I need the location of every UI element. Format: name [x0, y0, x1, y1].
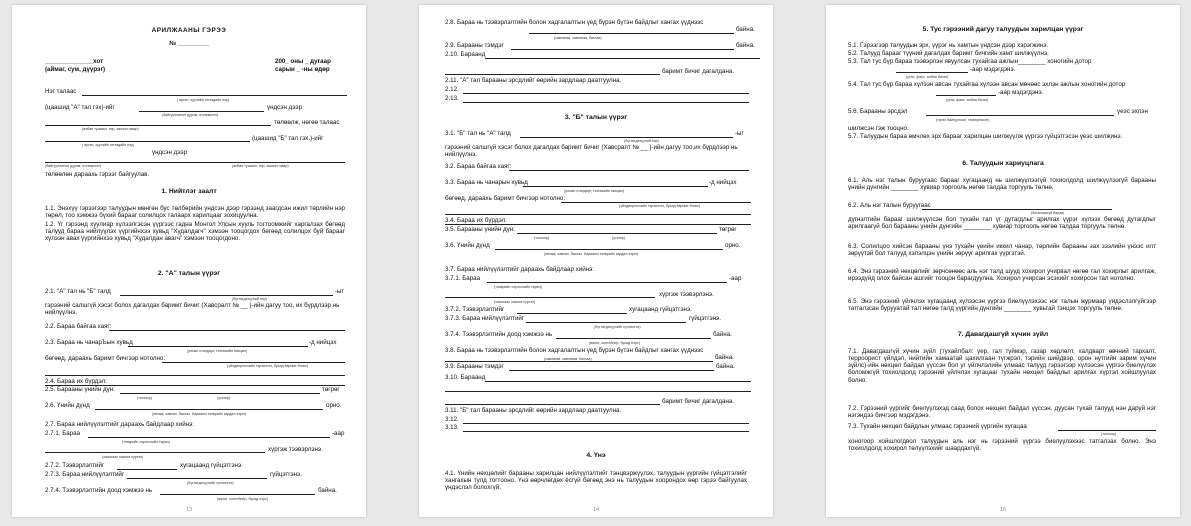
field-hint: (үсгээр)	[217, 396, 230, 400]
paragraph: 6.3. Солилцоо хийсэн барааны үнэ тухайн үеийн иккил чанар, төрлийн барааны зах зээлийн үнээс илт зөрүүтэй бол талууд хэлэлцэн үнийн зөрүүг арилгах үүргэтэй.	[848, 243, 1156, 258]
field-hint: (улсын стандарт, техникийн нөхцөл)	[564, 189, 625, 193]
paragraph: 7.2. Гэрээний үүргийг биелүүлэхэд саад болох нөхцөл байдал үүссэн, дуусан тухай талууд нэн даруй нэг нэгэндээ бичгээр мэдэгдэнэ.	[848, 405, 1156, 420]
document-page-13	[12, 5, 366, 517]
clause-end: төгрөг	[322, 386, 340, 393]
clause-end: -д нийцэх	[709, 179, 737, 186]
page-number: 14	[592, 507, 600, 513]
clause: 2.7.2. Тээвэрлэлтийг	[45, 462, 105, 469]
page-number: 13	[185, 507, 193, 513]
clause-end: гүйцэтгэнэ.	[270, 471, 302, 478]
section-heading: 4. Үнэ	[586, 452, 606, 459]
field-hint: (нөхөж, савлах, баглах, барааны тээврийн зардал зэрэг)	[152, 412, 247, 416]
clause: 3.7.4. Тээвэрлэлтийн доод хэмжээ нь	[445, 331, 553, 338]
party-intro: Нэг талаас	[45, 88, 77, 95]
clause-end: -аар	[332, 430, 345, 437]
clause: 3.9. Барааны тэмдэг	[445, 363, 504, 370]
clause: 3.1. "Б" тал нь "А" талд	[445, 130, 511, 137]
date-field: 200_ оны _ дугаар	[275, 58, 331, 65]
clause: 2.10. Бараанд	[445, 51, 486, 58]
paragraph: 5.7. Талуудын бараа өмчлөх эрх барааг харилцан шилжүүлж үүргээ гүйцэтгэсэн үеэс шилжинэ.	[848, 133, 1123, 140]
paragraph: 6.4. Энэ гэрээний нөхцөлийг зөрчсөнөөс аль нэг талд шууд хохирол учирвал нөгөө тал хохирлыг арилгаж, ирээдүйд олох байсан ашгийг тооцон барагдуулна. Хохирол учирсан эсэхийг хохирсон тал нотолно.	[848, 268, 1156, 283]
clause-end: хугацаанд гүйцэтгэнэ.	[180, 462, 243, 469]
field-hint: (улсын стандарт, техникийн нөхцөл)	[187, 349, 248, 353]
clause-end: байна.	[716, 363, 735, 370]
clause-end: орно.	[326, 402, 342, 409]
party-b-line: (цаашид "Б" тал гэх.)-ийг	[252, 135, 324, 142]
clause: 2.7.3. Бараа нийлүүлэлтийг	[45, 471, 125, 478]
clause: 2.13.	[445, 95, 459, 102]
clause-end: байна.	[736, 42, 755, 49]
paragraph: 4.1. Үнийн нөхцөлийг барааны харилцан нийлүүлэлтийг тэнцвэржүүлэх, талуудын үүргийн гүйцэтгэлийг хангахын тулд тогтооно. Үнэ өөрчлөгдөх ёсгүй бөгөөд энэ нь талуудын хоорондох өөр гэрээ байгуулах үндэслэл болохгүй.	[445, 470, 747, 492]
clause-end: хүргэж тээвэрлэнэ.	[659, 291, 714, 298]
field-hint: (албан тушаал, нэр, ажлын газар)	[232, 164, 289, 168]
contract-number: № _________	[169, 40, 209, 47]
field-hint: (утас, факс, албан бичиг)	[906, 75, 949, 79]
paragraph: 6.5. Энэ гэрээний үйлчлэх хугацаанд хүлээсэн үүргээ биелүүлэхээс нэг талын журмаар үндэслэлгүйгээр татгалзсан бурууатай тал нөгөө талд үүргийн дүнгийн ________ хувьтай тэнцэх торгууль төлнө.	[848, 298, 1156, 313]
clause: 3.7.2. Тээвэрлэлтийг	[445, 306, 505, 313]
field-hint: ( иргэн, хуулийн этгээдийн нэр)	[177, 98, 230, 102]
paragraph: 5.6. Барааны эрсдэл	[848, 108, 908, 115]
clause-end: -аар мэдэгдэнэ.	[998, 89, 1044, 96]
section-heading: 3. "Б" талын үүрэг	[564, 114, 628, 121]
date-sublabel: сарын _ -ны өдөр	[275, 66, 330, 73]
clause-end: гүйцэтгэнэ.	[689, 315, 721, 322]
clause-end: -ыг	[735, 130, 744, 137]
field-hint: (тоогоор)	[1101, 432, 1117, 436]
field-hint: (тоогоор)	[137, 396, 153, 400]
clause: 3.13.	[445, 424, 459, 431]
clause: 2.3. Бараа нь чанарЪын хувьд	[45, 339, 133, 346]
field-hint: (нөхөж, савлах, баглах, барааны тээврийн зардал зэрэг)	[544, 252, 639, 256]
clause: 2.4. Бараа их бүрдэл:	[45, 378, 107, 385]
field-hint: (савлагаа, савлагаа, баглаа)	[554, 36, 602, 40]
paragraph: 6.1. Аль нэг талын буруугаас барааг хугацаанд нь шилжүүлээгүй тохиолдолд шилжүүлээгүй барааны үнийн дүнгийн ________ хувиар торгооль нөгөө талдаа торгууль төлнө.	[848, 177, 1156, 192]
paragraph: 5.3. Тал тус бүр бараа тээвэрлэн явуулсан тухайгаа ажлын________ хоногийн дотор	[848, 58, 1092, 65]
paragraph: 7.1. Давагдашгүй хүчин зүйл (тухайлбал: үер, гал түймэр, газар хөдлөлт, халдварт өвчний тархалт, терроорист үйлдэл, нийтийн хамаатай цахилгаан түгжрэл, тэрийн шийдвэр, орон нутгийн зарим хүчин зүйлс)-ийн нөхцөл байдал үүссэн бол уг үйлчлэлийн улмаас талууд гэрээгээр хүлээсэн үүргээ биелүүлэх боломжгүй тохиолдолд гэрээний үйлчлэх хугацааг тухайн нөхцөл байдлыг арилгах хүртэл хойшлуулах болно.	[848, 348, 1156, 384]
page-number: 15	[999, 507, 1007, 513]
clause-end: -аар мэдэгдэнэ.	[970, 66, 1016, 73]
field-hint: (хаалгаас хаалга хүртэл)	[102, 455, 144, 459]
clause: 2.1. "А" тал нь "Б" талд	[45, 288, 111, 295]
field-hint: ( иргэн, хуулийн этгээдийн нэр)	[82, 143, 135, 147]
field-hint: (утас, факс, албан бичиг)	[946, 98, 989, 102]
paragraph: 1.2. Үг гэрээнд хуулиар хүлээлгэсэн үүргээс гадна Монгол Улсын хууль тогтоомжийг харгалзах бөгөөд талууд бараа нийлүүлэх үүргийнхээ хувьд "Худалдагч" хэмээн тооцогдох бөгөөд солилцох буй барааг хүлээн авах үүргийнхээ хувьд "Худалдан авагч" хэмээн тооцогдоно.	[45, 221, 345, 243]
contract-title: АРИЛЖААНЫ ГЭРЭЭ	[151, 27, 227, 34]
paragraph: дүгнэлтийн барааг шилжүүлсэн бол тухайн тал үг дутагдлыг арилгах үүрэг хүлээх бөгөөд дутагдлыг арилгаагүй бол барааны үнийн дүнгийн ________ хувиар торгооль нөгөө талдаа торгууль төлнө.	[848, 216, 1156, 231]
clause: 3.2. Бараа байгаа хаяг:	[445, 163, 512, 170]
text-line: үндсэн дээр	[152, 149, 188, 156]
field-hint: (бүтээгдэхүүнийг хүлээлгэх)	[594, 325, 641, 329]
field-hint: (бүтээгдэхүүнийг хүлээлгэх)	[187, 481, 234, 485]
field-hint: (байгууллагын дүрэм, итгэмжлэл)	[45, 164, 102, 168]
clause: 3.3. Бараа нь чанарын хувьд	[445, 179, 528, 186]
clause: бөгөөд, дараахь баримт бичгээр нотолно:	[45, 355, 166, 362]
paragraph: хоногоор хойшлогдвол талуудын аль нэг нь гэрээний үүргээ биелүүлэхээс татгалзах болно. Энэ тохиолдолд хохирол төлүүлэхийг шаардахгүй.	[848, 438, 1156, 453]
clause-end: байна.	[318, 487, 337, 494]
field-hint: (бүтээгдэхүүний нэр)	[624, 139, 659, 143]
clause: 2.5. Барааны үнийн дүн:	[45, 386, 115, 393]
field-hint: (тээврийн хэрэгслийн төрөл)	[122, 440, 170, 444]
paragraph: 5.4. Тал тус бүр бараа хүлээн авсан тухайгаа хүлээн авсан мөчөөс эхлэн ажлын хоногийн дотор	[848, 81, 1126, 88]
clause: бөгөөд, дараахь баримт бичгээр нотолно:	[445, 195, 566, 202]
field-hint: (үйлдвэрлэгчийн гэрчилгээ, бусад баримт бичиг)	[619, 204, 701, 208]
field-hint: (вагон, контейнер, бусад нэрс)	[589, 341, 640, 345]
field-hint: (үйлдвэрлэгчийн гэрчилгээ, бусад баримт бичиг)	[227, 364, 309, 368]
clause: 3.7.1. Бараа	[445, 275, 481, 282]
clause: 2.9. Барааны тэмдэг	[445, 42, 504, 49]
clause: 2.11. "А" тал барааны эрсдлийг өөрийн зардлаар даатгуулна.	[445, 77, 622, 84]
city-field: ______________хот	[45, 58, 104, 65]
field-hint: (баталгаагүй бараа)	[1031, 211, 1065, 215]
clause: 2.6. Үнийн дүнд	[45, 402, 90, 409]
clause-end: төгрөг	[719, 226, 737, 233]
section-heading: 5. Тус гэрээний дагуу талуудын харилцан үүрэг	[922, 26, 1084, 33]
text-line: төлөөлөн дараахь гэрээг байгуулав.	[45, 171, 150, 178]
text-line: үндсэн дээр	[267, 104, 303, 111]
clause-end: баримт бичиг дагалдана.	[662, 68, 735, 75]
clause-end: хүргэж тээвэрлэнэ.	[268, 446, 323, 453]
clause: 2.12.	[445, 86, 459, 93]
party-a-line: (цаашид "А" тал гэх)-ийг	[45, 104, 115, 111]
clause-end: байна.	[713, 331, 732, 338]
city-sublabel: (аймаг, сум, дүүрэг)	[45, 66, 106, 73]
field-hint: (гэрээ байгуулсан, тээвэрлэсэн)	[936, 118, 990, 122]
paragraph: 1.1. Энэхүү гэрээгээр талуудын мөнгөн бус төлбөрийн үндсэн дээр гэрээнд заагдсан ижил төрлийн нэр төрөл, тоо хэмжээ бүхий барааг солилцох талаарх харилцааг зохицуулна.	[45, 205, 345, 220]
section-heading: 2. "А" талын үүрэг	[157, 270, 221, 277]
field-hint: (байгууллагын дүрэм, итгэмжлэл)	[162, 113, 219, 117]
field-hint: (албан тушаал, нэр, ажлын газар)	[82, 127, 139, 131]
paragraph: 7.3. Тухайн нөхцөл байдлын улмаас гэрээний үүргийн хугацаа	[848, 423, 1027, 430]
clause: гэрээний салшгүй хэсэг болох дагалдах баримт бичиг (Хавсралт № __ )-ийн дагуу тоо,их бүрдлээр нь нийлүүлнэ.	[445, 144, 738, 159]
clause-end: байна.	[736, 26, 755, 33]
clause-end: баримт бичиг дагалдана.	[662, 398, 735, 405]
clause-end: -д нийцэх	[309, 339, 337, 346]
paragraph: шилжсэн гэж тооцно.	[848, 125, 909, 132]
clause: 3.11. "Б" тал барааны эрсдлийг өөрийн зардлаар даатгуулна.	[445, 407, 622, 414]
clause-end: -ыг	[335, 288, 344, 295]
field-hint: (үсгээр)	[612, 236, 625, 240]
clause: 3.4. Бараа их бүрдэл:	[445, 217, 507, 224]
clause: 2.8. Бараа нь тээвэрлэлтийн болон хадгалалтын үед бүрэн бүтэн байдлыг хангах үүднээс	[445, 19, 704, 26]
clause: 2.7.1. Бараа	[45, 430, 81, 437]
field-hint: (савлагаа, савлагаа, баглаа)	[544, 357, 592, 361]
clause-end: хугацаанд гүйцэтгэнэ.	[629, 306, 692, 313]
clause: 3.12.	[445, 416, 459, 423]
clause-end: үеэс эхлэн	[1117, 108, 1148, 115]
text-line: төлөөлж, нөгөө талаас	[274, 119, 340, 126]
document-page-14	[419, 5, 773, 517]
section-heading: 1. Нийтлэг заалт	[161, 188, 217, 195]
paragraph: 5.2. Талууд барааг түүний дагалдах баримт бичгийн хамт шилжүүлнэ.	[848, 50, 1049, 57]
document-page-15	[826, 5, 1180, 517]
clause: 3.7.3. Бараа нийлүүлэлтийг	[445, 315, 525, 322]
clause-end: байна.	[715, 354, 734, 361]
clause-end: -аар	[729, 275, 742, 282]
section-heading: 6. Талуудын хариуцлага	[962, 160, 1044, 167]
clause: 3.8. Бараа нь тээвэрлэлтийн болон хадгалалтын үед бүрэн бүтэн байдлыг хангах үүднээс	[445, 347, 704, 354]
field-hint: (вагон, контейнер, бусад нэрс)	[217, 497, 268, 501]
clause: 3.7. Бараа нийлүүлэлтийг дараахь байдлаар хийнэ:	[445, 266, 594, 273]
field-hint: (тээврийн хэрэгслийн төрөл)	[494, 285, 542, 289]
clause: 3.5. Барааны үнийн дүн:	[445, 226, 515, 233]
clause-end: орно.	[725, 242, 741, 249]
clause: 2.7. Бараа нийлүүлэлтийг дараахь байдлаар хийнэ:	[45, 421, 194, 428]
paragraph: 5.1. Гэрээгээр талуудын эрх, үүрэг нь хамтын үндсэн дээр хэрэгжинэ.	[848, 42, 1049, 49]
clause: 2.2. Бараа байгаа хаяг:	[45, 323, 112, 330]
clause: 3.10. Бараанд	[445, 374, 486, 381]
field-hint: (бүтээгдэхүүний нэр)	[232, 297, 267, 301]
clause: 2.7.4. Тээвэрлэлтийн доод хэмжээ нь	[45, 487, 153, 494]
clause: гэрээний салшгүй хэсэг болох дагалдах баримт бичиг (Хавсралт № __ )-ийн дагуу тоо, их бүрдлээр нь нийлүүлнэ.	[45, 302, 340, 317]
clause: 3.6. Үнийн дүнд	[445, 242, 490, 249]
paragraph: 6.2. Аль нэг талын буруугаас	[848, 202, 931, 209]
field-hint: (хаалгаас хаалга хүртэл)	[494, 300, 536, 304]
field-hint: (тоогоор)	[534, 236, 550, 240]
section-heading: 7. Давагдашгүй хүчин зүйл	[957, 331, 1049, 338]
